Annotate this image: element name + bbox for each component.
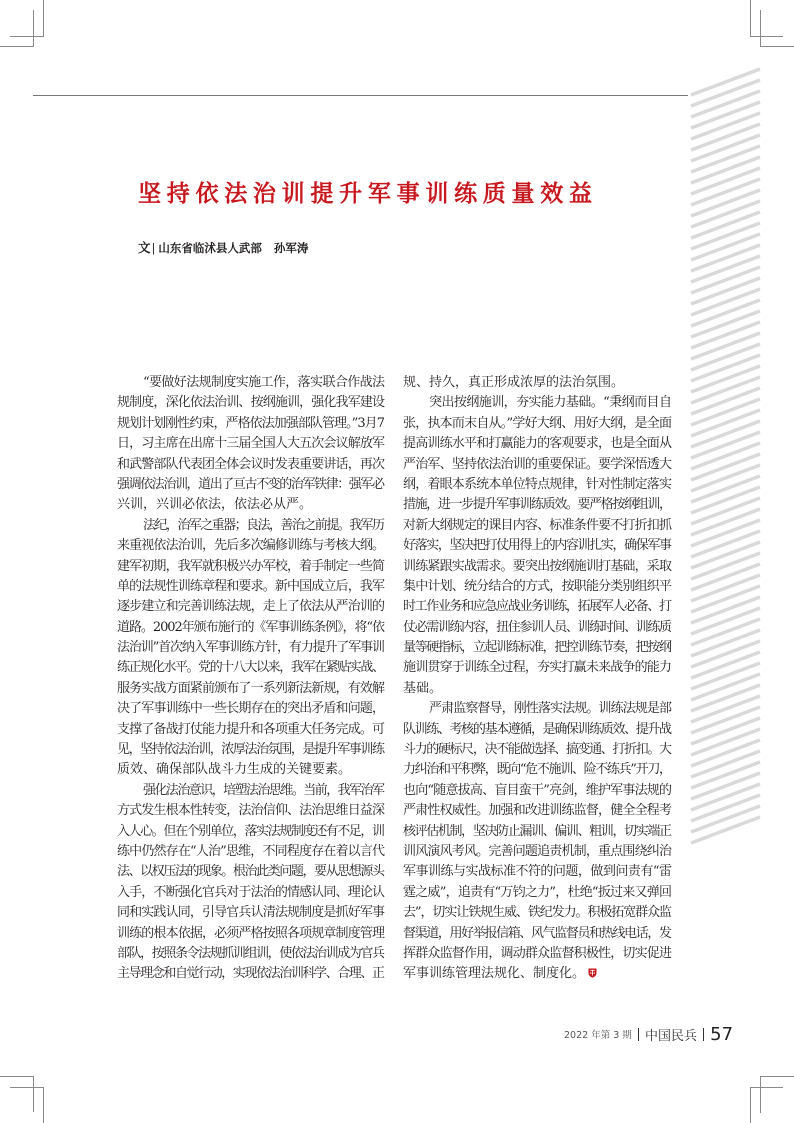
paragraph (403, 699, 672, 984)
stripe (691, 113, 760, 139)
stripe (691, 223, 760, 249)
stripe (691, 509, 760, 535)
text-line: 支撑了备战打仗能力提升和各项重大任务完成。可 (117, 721, 385, 737)
stripe (691, 707, 760, 733)
text-line: 同和实践认同，引导官兵认清法规制度是抓好军事 (117, 905, 385, 921)
text-line: 质效、确保部队战斗力生成的关键要素。 (117, 762, 352, 778)
text-line: 督渠道，用好举报信箱、风气监督员和热线电话，发 (403, 925, 671, 941)
stripe (691, 278, 760, 304)
stripe (691, 806, 760, 832)
article-title: 坚持依法治训提升军事训练质量效益 (138, 180, 598, 207)
body-column-left (117, 373, 385, 985)
crop-mark (0, 1076, 34, 1077)
crop-mark (43, 0, 44, 36)
text-line: 军事训练管理法规化、制度化。 (403, 964, 597, 984)
text-line: 军事训练与实战标准不符的问题，做到问责有“雷 (403, 864, 672, 880)
text-line: 方式发生根本性转变，法治信仰、法治思维日益深 (117, 803, 385, 819)
paragraph (117, 516, 385, 781)
text-line: 强调依法治训，道出了亘古不变的治军铁律：强军必 (117, 476, 384, 492)
stripe (691, 157, 760, 183)
stripe (691, 322, 760, 348)
stripe (691, 718, 760, 744)
stripe (691, 124, 760, 150)
crop-mark (760, 46, 794, 47)
text-line: 挥群众监督作用，调动群众监督积极性，切实促进 (403, 945, 672, 961)
text-line: 法治训”首次纳入军事训练方针，有力提升了军事训 (117, 640, 384, 656)
text-line: 来重视依法治训，先后多次编修训练与考核大纲。 (117, 538, 385, 554)
stripe (691, 212, 760, 238)
text-line: 道路。2002年颁布施行的《军事训练条例》，将“依 (117, 619, 384, 635)
text-line: 时工作业务和应急应战业务训练，拓展军人必备、打 (403, 599, 671, 615)
stripe (691, 443, 760, 469)
decorative-stripes (688, 60, 764, 850)
crop-mark (33, 10, 34, 47)
stripe (691, 487, 760, 513)
stripe (691, 630, 760, 656)
stripe (691, 256, 760, 282)
stripe (691, 575, 760, 601)
page-footer (564, 1022, 733, 1046)
text-line: 规划计划刚性约束，严格依法加强部队管理。”3月7 (117, 415, 385, 431)
text-line: 服务实战方面紧前颁布了一系列新法新规，有效解 (117, 680, 385, 696)
text-line: 好落实，坚决把打仗用得上的内容训扎实，确保军事 (403, 538, 671, 554)
shield-end-mark-icon (588, 968, 597, 978)
byline-prefix: 文 (138, 240, 151, 255)
text-line: 训练的根本依据，必须严格按照各项规章制度管理 (117, 925, 385, 941)
text-line: 力纠治和平积弊，既向“危不施训、险不练兵”开刀， (403, 762, 671, 778)
stripe (691, 795, 760, 821)
stripe (691, 476, 760, 502)
crop-mark (760, 10, 761, 47)
text-line: 主导理念和自觉行动，实现依法治训科学、合理、正 (117, 966, 384, 982)
text-line: 严肃监察督导，刚性落实法规。训练法规是部 (429, 701, 672, 717)
text-line: 强化法治意识，培塑法治思维。当前，我军治军 (143, 782, 384, 798)
text-line: 法纪，治军之重器；良法，善治之前提。我军历 (143, 517, 384, 533)
stripe (691, 190, 760, 216)
text-line: 仗必需训练内容，扭住参训人员、训练时间、训练质 (403, 619, 671, 635)
stripe (691, 410, 760, 436)
stripe (691, 388, 760, 414)
text-line: 严肃性权威性。加强和改进训练监督，健全全程考 (403, 803, 672, 819)
text-line: 训风演风考风。完善问题追责机制，重点围绕纠治 (403, 843, 672, 859)
stripe (691, 168, 760, 194)
stripe (691, 531, 760, 557)
stripe (691, 553, 760, 579)
stripe (691, 597, 760, 623)
stripe (691, 498, 760, 524)
crop-mark (10, 1087, 44, 1088)
footer-divider (638, 1028, 639, 1041)
crop-mark (750, 1087, 751, 1123)
stripe (691, 366, 760, 392)
paragraph (117, 781, 385, 985)
stripe (691, 234, 760, 260)
text-line: 训练紧跟实战需求。要突出按纲施训打基础，采取 (403, 558, 672, 574)
stripe (691, 421, 760, 447)
text-line: 基础。 (403, 680, 443, 696)
text-line: “要做好法规制度实施工作，落实联合作战法 (143, 375, 385, 390)
stripe (691, 333, 760, 359)
stripe (691, 685, 760, 711)
text-line: 单的法规性训练章程和要求。新中国成立后，我军 (117, 578, 385, 594)
paragraph (403, 393, 672, 699)
stripe (691, 102, 760, 128)
stripe (691, 399, 760, 425)
crop-mark (33, 1076, 34, 1112)
stripe (691, 300, 760, 326)
stripe (691, 344, 760, 370)
stripe (691, 729, 760, 755)
crop-mark (750, 0, 751, 36)
text-line: 练中仍然存在“人治”思维，不同程度存在着以言代 (117, 843, 385, 859)
magazine-name: 中国民兵 (644, 1028, 697, 1044)
text-line: 和武警部队代表团全体会议时发表重要讲话，再次 (117, 456, 385, 472)
paragraph (403, 373, 672, 393)
crop-mark (750, 1087, 783, 1088)
text-line: 集中计划、统分结合的方式，按职能分类别组织平 (403, 578, 672, 594)
text-line: 斗力的硬标尺，决不能做选择、搞变通、打折扣。大 (403, 742, 671, 758)
text-line: 兴训，兴训必依法，依法必从严。 (117, 497, 313, 513)
text-line: 突出按纲施训，夯实能力基础。“秉纲而目自 (429, 395, 672, 411)
footer-divider (703, 1028, 704, 1041)
text-line: 规、持久，真正形成浓厚的法治氛围。 (403, 375, 625, 390)
stripe (691, 179, 760, 205)
crop-mark (750, 36, 783, 37)
stripe (691, 355, 760, 381)
issue-label: 2022 年第 3 期 (564, 1030, 632, 1041)
stripe (691, 91, 760, 117)
stripe (691, 784, 760, 810)
page-number: 57 (710, 1023, 734, 1045)
text-line: 部队，按照条令法规抓训组训，使依法治训成为官兵 (117, 945, 384, 961)
stripe (691, 696, 760, 722)
stripe (691, 245, 760, 271)
text-line: 张，执本而末自从。”学好大纲、用好大纲，是全面 (403, 415, 672, 431)
stripe (691, 652, 760, 678)
stripe (691, 454, 760, 480)
byline (138, 240, 308, 256)
text-line: 量等硬指标，立起训练标准，把控训练节奏，把按纲 (403, 640, 671, 656)
text-line: 决了军事训练中一些长期存在的突出矛盾和问题， (117, 701, 385, 717)
stripe (691, 817, 760, 843)
stripe (691, 69, 760, 95)
stripe (691, 520, 760, 546)
stripe (691, 564, 760, 590)
stripe (691, 267, 760, 293)
text-line: 严治军、坚持依法治训的重要保证。要学深悟透大 (403, 456, 672, 472)
text-line: 规制度，深化依法治训、按纲施训，强化我军建设 (117, 395, 385, 411)
byline-author: 孙军涛 (273, 241, 309, 255)
stripe (691, 542, 760, 568)
text-line: 日，习主席在出席十三届全国人大五次会议解放军 (117, 436, 385, 452)
text-line: 去”，切实让铁规生威、铁纪发力。积极拓宽群众监 (403, 905, 671, 921)
text-line: 法、以权压法的现象。根治此类问题，要从思想源头 (117, 864, 384, 880)
stripe (691, 641, 760, 667)
crop-mark (43, 1087, 44, 1123)
text-line: 练正规化水平。党的十八大以来，我军在紧贴实战、 (117, 660, 384, 676)
body-column-right (403, 373, 672, 985)
stripe (691, 773, 760, 799)
stripe (691, 201, 760, 227)
stripe (691, 663, 760, 689)
text-line: 纲，着眼本系统本单位特点规律，针对性制定落实 (403, 476, 672, 492)
text-line: 队训练、考核的基本遵循，是确保训练质效、提升战 (403, 721, 671, 737)
stripe (691, 146, 760, 172)
stripe (691, 311, 760, 337)
text-line: 入人心。但在个别单位，落实法规制度还有不足，训 (117, 823, 384, 839)
text-line: 建军初期，我军就积极兴办军校，着手制定一些简 (117, 558, 385, 574)
text-line: 霆之威”，追责有“万钧之力”，杜绝“扳过来又弹回 (403, 884, 672, 900)
stripe (691, 740, 760, 766)
crop-mark (760, 1076, 761, 1113)
stripe (691, 608, 760, 634)
text-line: 见，坚持依法治训，浓厚法治氛围，是提升军事训练 (117, 742, 384, 758)
stripe (691, 289, 760, 315)
stripe (691, 619, 760, 645)
text-line: 对新大纲规定的课目内容、标准条件要不打折扣抓 (403, 517, 672, 533)
stripe (691, 432, 760, 458)
stripe (691, 80, 760, 106)
stripe (691, 465, 760, 491)
text-line: 措施，进一步提升军事训练质效。要严格按纲组训， (403, 497, 671, 513)
stripe (691, 762, 760, 788)
text-line: 入手，不断强化官兵对于法治的情感认同、理论认 (117, 884, 385, 900)
text-line: 逐步建立和完善训练法规，走上了依法从严治训的 (117, 599, 385, 615)
stripe (691, 135, 760, 161)
crop-mark (760, 1076, 794, 1077)
stripe (691, 751, 760, 777)
paragraph (117, 373, 385, 516)
stripe (691, 674, 760, 700)
text-line: 施训贯穿于训练全过程，夯实打赢未来战争的能力 (403, 660, 672, 676)
text-line: 核评估机制，坚决防止漏训、偏训、粗训，切实端正 (403, 823, 671, 839)
crop-mark (0, 46, 34, 47)
header-rule (33, 95, 688, 96)
byline-separator: | (151, 241, 156, 255)
text-line: 也向“随意拔高、盲目蛮干”亮剑，维护军事法规的 (403, 782, 672, 798)
byline-unit: 山东省临沭县人武部 (158, 241, 262, 255)
stripe (691, 586, 760, 612)
crop-mark (10, 36, 44, 37)
stripe (691, 377, 760, 403)
text-line: 提高训练水平和打赢能力的客观要求，也是全面从 (403, 436, 672, 452)
